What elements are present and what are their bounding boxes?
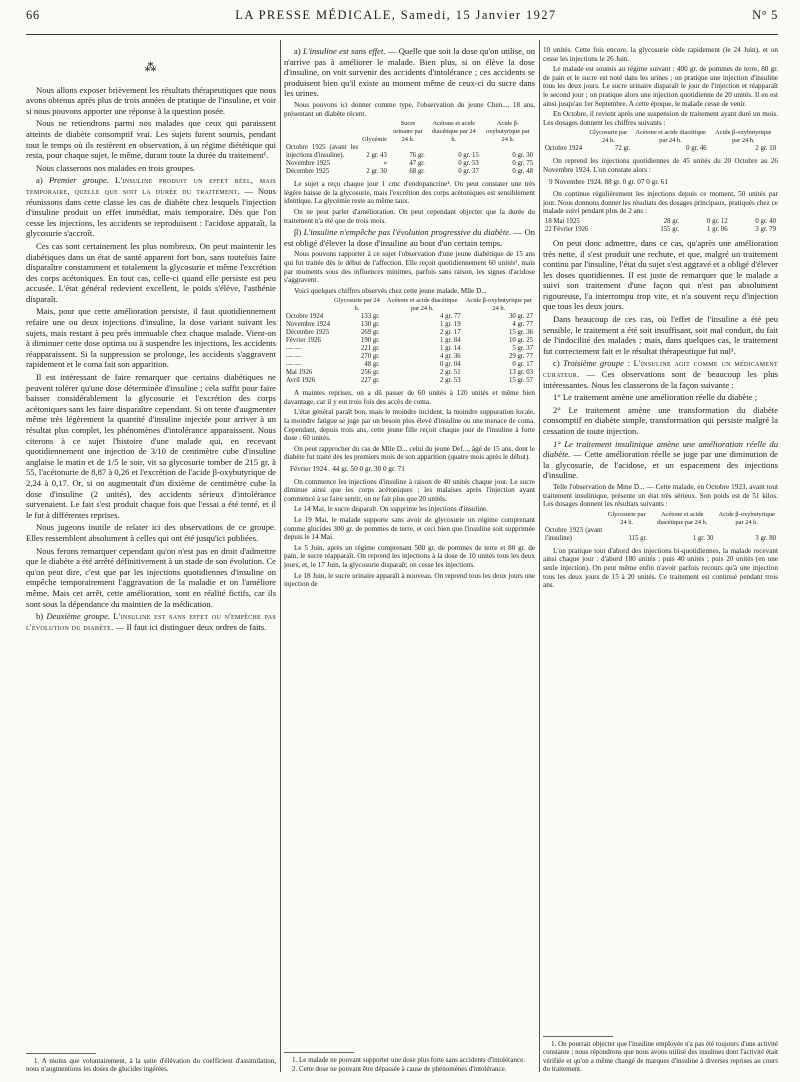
footnote-rule [543, 1036, 613, 1037]
section-label: b) [36, 611, 44, 622]
table-row: — — 48 gr. 0 gr. 04 0 gr. 17 [286, 361, 533, 369]
paragraph: Voici quelques chiffres observés chez cette jeune malade, Mlle D... [294, 286, 487, 295]
paragraph: On peut donc admettre, dans ce cas, qu'après une amélioration très nette, il s'est produit une rechute, et que, malgré un traitement continu par l'insuline, l'état du sujet s'est aggravé et a obligé d'élever les doses quotidiennes. Il est juste de remarquer que le malade a suivi son traitement d'une façon qui n'est pas absolument rigoureuse, l'a interrompu trop vite, et n'a souvent reçu d'injection que tous les deux jours. [543, 237, 778, 312]
column-rule [280, 40, 281, 1072]
paragraph: Le 19 Mai, le malade supporte sans avoir de glycosurie un régime comprenant comme glucides 300 gr. de pommes de terre, et ceci bien que l'insuline soit supprimée depuis le 14 Mai. [284, 516, 535, 542]
table-header: Acétone et acide diacétique par 24 h. [635, 129, 706, 145]
list-item: 1° Le traitement amène une amélioration réelle du diabète ; [553, 392, 758, 403]
paragraph: Ces cas sont certainement les plus nombreux. On peut maintenir les diabétiques dans un état de santé apparent fort bon, sans toutefois faire disparaître constamment et totalement la glycosurie et même l'excrétion des corps acétoniques. En tout cas, celle-ci quand elle persiste est peu accusée. L'état général redevient excellent, le poids s'élève, l'asthénie disparaît. [26, 240, 276, 304]
column-3 [543, 46, 778, 1074]
paragraph: Nous ne retiendrons parmi nos malades que ceux qui paraissent atteints de diabète consomptif vrai. Les sujets furent soumis, pendant tout le temps où ils restèrent en observation, à un régime diététique qui resta, pour chaque sujet, le même, durant toute la durée du traitement¹. [26, 118, 276, 161]
list-item-text: — Cette amélioration réelle se juge par une diminution de la glycosurie, de l'acidose, et un espacement des injections d'insuline. [543, 449, 778, 481]
paragraph: Le 18 Juin, le sucre urinaire apparaît à nouveau. On reprend tous les deux jours une injection de [284, 571, 535, 589]
table-row: Novembre 1925 » 47 gr. 0 gr. 53 0 gr. 75 [286, 160, 533, 168]
section-text: — Il faut ici distinguer deux ordres de faits. [115, 621, 267, 632]
section-title: L'insuline n'empêche pas l'évolution progressive du diabète. [303, 227, 512, 238]
paragraph: L'état général paraît bon, mais le moindre incident, la moindre suppuration locale, la moindre fatigue se juge par un besoin plus élevé d'insuline ou une menace de coma. Cependant, depuis trois ans, cette jeune fille reçoit chaque jour de l'insuline à forte dose : 60 unités. [284, 408, 535, 443]
list-item-title: 1° Le traitement insulinique amène une amélioration réelle du diabète. [543, 438, 778, 460]
footnote: 1. Le malade ne pouvant supporter une dose plus forte sans accidents d'intolérance. [292, 1055, 525, 1064]
column-rule [539, 40, 540, 1072]
table-row: Avril 1926 227 gr. 2 gr. 53 15 gr. 57 [286, 377, 533, 385]
data-row-def: Février 1924 . 44 gr. 50 0 gr. 30 0 gr. 71 [290, 465, 405, 474]
section-text: — Quelle que soit la dose qu'on utilise, on n'arrive pas à améliorer le malade. Bien plus, si on élève la dose d'insuline, on voit survenir des accidents d'intolérance ; ces accidents se produisent bien qu'il existe au moment même de ceux-ci du sucre dans les urines. [284, 46, 535, 99]
paragraph: On reprend les injections quotidiennes de 45 unités du 20 Octobre au 26 Novembre 1924. L'on constate alors : [543, 157, 778, 174]
section-title: Deuxième groupe. [46, 611, 111, 622]
section-heading: L'insuline est sans effet ou n'empêche pas l'évolution du diabète. [26, 611, 276, 632]
section-title: L'insuline est sans effet. [303, 46, 386, 56]
table-header [543, 129, 584, 145]
data-table-mme-d [543, 511, 778, 543]
footnotes [284, 1044, 535, 1074]
table-header: Glycosurie par 24 h. [607, 510, 646, 526]
footnotes [26, 1045, 276, 1074]
issue-number: N° 5 [752, 8, 778, 22]
section-heading: L'insuline agit comme un médicament curateur. [543, 358, 778, 380]
section-title: Troisième groupe : [563, 358, 631, 369]
table-header: Acide β-oxybutyrique par 24 h. [465, 297, 532, 313]
section-c [543, 358, 778, 390]
footnotes [543, 1028, 778, 1074]
table-header: Glycémie [362, 136, 387, 144]
paragraph: Nous allons exposer brièvement les résultats thérapeutiques que nous avons obtenus après plus de trois années de pratique de l'insuline, et voir si nous pouvons apporter une réponse à la question posée. [26, 84, 276, 116]
section-label: β) [294, 227, 302, 238]
column-1 [26, 46, 276, 1074]
footnote-rule [284, 1052, 354, 1053]
paragraph: Le sujet a reçu chaque jour 1 cmc d'endopancrine¹. On peut constater une très légère baisse de la glycosurie, mais l'excrétion des corps acétoniques est sensiblement identique. La glycémie reste au même taux. [284, 180, 535, 206]
paragraph: L'on pratique tout d'abord des injections bi-quotidiennes, la malade recevant ainsi chaque jour : d'abord 180 unités ; puis 40 unités ; puis 20 unités (en une seule injection). On peut même enfin n'avoir parfois recours qu'à une injection tous les deux jours de 15 à 20 unités. Ce traitement est continué pendant trois ans. [543, 546, 778, 590]
paragraph: Le malade est soumis au régime suivant : 400 gr. de pommes de terre, 80 gr. de pain et le sucre est noté dans les urines ; on pratique une injection d'insuline tous les deux jours. Le sucre urinaire disparaît le jour de l'injection et réapparaît le second jour ; on pratique alors une injection quotidienne de 20 unités. Il en est ainsi jusqu'au 1er Septembre. A cette époque, le malade cesse de venir. [543, 65, 778, 108]
paragraph: Il est intéressant de faire remarquer que certains diabétiques ne peuvent tolérer qu'une dose déterminée d'insuline ; cela suffit pour faire baisser considérablement la glycosurie et l'excrétion des corps acétoniques sans les faire disparaître cependant. Si on tente d'augmenter même très légèrement la quantité d'insuline injectée pour arriver à un résultat plus complet, les phénomènes d'intolérance apparaissent. Nous citerons à ce sujet l'histoire d'une malade qui, en recevant quotidiennement une injection de 3/10 de centimètre cube d'insuline anglaise le matin et de 1/5 le soir, vit sa glycosurie tomber de 215 gr. à 55, l'acétonurie de 8,87 à 0,26 et l'excrétion de l'acide β-oxybutyrique de 2,24 à 0,17. Or, si on augmentait d'un dixième de centimètre cube la dose d'insuline (2 unités), des accidents sérieux d'intolérance survenaient. Le fait s'est produit chaque fois que l'essai a été tenté, et il le fut à différentes reprises. [26, 372, 276, 520]
section-label: a) [36, 175, 43, 186]
paragraph: Nous classerons nos malades en trois groupes. [36, 162, 196, 173]
subsection-b [284, 227, 535, 248]
table-header: Glycosurie par 24 h. [334, 297, 380, 313]
paragraph: On ne peut parler d'amélioration. On peut cependant objecter que la durée du traitement n'a été que de trois mois. [284, 207, 535, 225]
table-row: — — 270 gr. 4 gr. 36 29 gr. 77 [286, 353, 533, 361]
paragraph: Le 14 Mai, le sucre disparaît. On supprime les injections d'insuline. [294, 505, 488, 514]
table-header: Acide β-oxybutyrique par 24 h. [715, 129, 772, 145]
table-header: Acétone et acide diacétique par 24 h. [387, 297, 458, 313]
paragraph: A maintes reprises, on a dû passer de 60 unités à 120 unités et même bien davantage, car il y eut trois fois des accès de coma. [284, 389, 535, 406]
section-label: c) [553, 358, 560, 369]
table-header: Sucre urinaire par 24 h. [393, 120, 423, 144]
footnote: 1. On pourrait objecter que l'insuline employée n'a pas été toujours d'une activité constante ; nous répondrons que nous avons utilisé des insulines dont l'activité était vérifiée et qu'on a même changé de marques d'insuline à diverses reprises au cours du traitement. [543, 1040, 778, 1073]
table-header [543, 511, 604, 527]
data-table-def-later [543, 218, 778, 234]
table-header: Glycosurie par 24 h. [589, 129, 628, 145]
table-row: Octobre 1925 (avant les injections d'insuline). 2 gr. 43 76 gr. 0 gr. 15 0 gr. 30 [286, 144, 533, 160]
section-b [26, 611, 276, 632]
subsection-a [284, 46, 535, 99]
table-row: Décembre 1925 269 gr. 2 gr. 17 15 gr. 36 [286, 329, 533, 337]
data-table-chen [284, 120, 535, 176]
paragraph: En Octobre, il revient après une suspension de traitement ayant duré un mois. Les dosages donnent les chiffres suivants : [543, 110, 778, 127]
footnote: 1. A moins que volontairement, à la suite d'élévation du coefficient d'assimilation, nous n'augmentions les doses de glucides ingérées. [26, 1056, 276, 1073]
footnote-rule [26, 1053, 96, 1054]
paragraph: 10 unités. Cette fois encore, la glycosurie cède rapidement (le 24 Juin), et on cesse les injections le 26 Juin. [543, 46, 778, 63]
table-row: 18 Mai 1925 28 gr. 0 gr. 12 0 gr. 40 [545, 217, 776, 225]
table-row: Février 1926 190 gr. 1 gr. 84 10 gr. 25 [286, 337, 533, 345]
table-header: Acide β-oxybutyrique par 24 h. [485, 120, 530, 144]
section-a [26, 175, 276, 239]
table-row: Octobre 1923 (avant l'insuline) 115 gr. 1 gr. 30 3 gr. 80 [545, 526, 776, 542]
page-header [26, 8, 778, 35]
column-2 [284, 46, 535, 1074]
paragraph: Nous pouvons ici donner comme type, l'observation du jeune Chen..., 18 ans, présentant un diabète récent. [284, 100, 535, 118]
list-item [543, 439, 778, 481]
section-title: Premier groupe. [48, 175, 109, 186]
paragraph: Dans beaucoup de ces cas, où l'effet de l'insuline a été peu sensible, le traitement a été soit insuffisant, soit mal conduit, du fait de l'indocilité des malades ; mais, dans quelques cas, le traitement fut correctement fait et le résultat thérapeutique fut nul¹. [543, 314, 778, 356]
section-heading: L'insuline produit un effet réel, mais temporaire, quelle que soit la durée du traitement. [26, 175, 276, 196]
table-row: Octobre 1924 72 gr. 0 gr. 46 2 gr. 10 [545, 145, 776, 153]
data-table-mlle-d [284, 297, 535, 385]
table-header: Acétone et acide diacétique par 24 h. [657, 510, 708, 526]
table-header: Acide β-oxybutyrique par 24 h. [718, 510, 775, 526]
paragraph: Nous ferons remarquer cependant qu'on n'est pas en droit d'admettre que le diabète a été arrêté définitivement à un stade de son évolution. Ce qu'on peut dire, c'est que par les injections quotidiennes d'insuline on empêche temporairement l'aggravation de la maladie et on l'améliore même. Mais cet arrêt, cette amélioration, sont en réalité fictifs, car ils sont sous la dépendance du maintien de la médication. [26, 545, 276, 609]
table-header [284, 120, 360, 144]
footnote: 2. Cette dose ne pouvant être dépassée à cause de phénomènes d'intolérance. [292, 1064, 507, 1073]
paragraph: On commence les injections d'insuline à raison de 40 unités chaque jour. Le sucre diminue ainsi que les corps acétoniques ; les malaises après l'injection ayant commencé à se faire sentir, on ne fait plus que 20 unités. [284, 477, 535, 503]
paragraph: Telle l'observation de Mme D... — Cette malade, en Octobre 1923, avant tout traitement insulinique, présente un état très sérieux. Son poids est de 51 kilos. Les dosages donnent les résultats suivants : [543, 482, 778, 509]
table-row: Mai 1926 256 gr. 2 gr. 51 13 gr. 03 [286, 369, 533, 377]
section-text: — Nous réunissons dans cette classe les cas de diabète chez lesquels l'injection d'insuline produit un effet immédiat, mais temporaire. Dès que l'on cesse les injections, les accidents se reproduisent : l'acidose apparaît, la glycosurie s'accroît. [26, 185, 276, 239]
table-row: Novembre 1924 130 gr. 1 gr. 19 4 gr. 77 [286, 321, 533, 329]
section-label: a) [294, 46, 301, 56]
journal-title: LA PRESSE MÉDICALE, Samedi, 15 Janvier 1927 [235, 8, 557, 22]
paragraph: On peut rapprocher du cas de Mlle D... celui du jeune Def..., âgé de 15 ans, dont le diabète fut traité dès les premiers mois de son apparition (quatre mois après le début). [284, 444, 535, 462]
section-text: — Ces observations sont de beaucoup les plus intéressantes. Nous les classerons de la façon suivante : [543, 369, 778, 390]
paragraph: Nous pouvons rapporter à ce sujet l'observation d'une jeune diabétique de 15 ans qui fut traitée dès le début de l'affection. Elle reçoit quotidiennement 60 unités², mais par moments sous des influences minimes, parfois sans raison, les signes d'acidose s'aggravent. [284, 250, 535, 285]
table-header [284, 297, 332, 313]
section-text: — On est obligé d'élever la dose d'insuline au bout d'un certain temps. [284, 227, 535, 248]
data-table-def-oct [543, 129, 778, 153]
asterism: ⁂ [144, 60, 158, 74]
page-number: 66 [26, 8, 40, 22]
table-row: Décembre 1925 2 gr. 30 68 gr. 0 gr. 37 0 gr. 48 [286, 168, 533, 176]
table-row: — — 221 gr. 1 gr. 14 5 gr. 37 [286, 345, 533, 353]
table-row: Octobre 1924 133 gr. 4 gr. 77 30 gr. 27 [286, 313, 533, 321]
table-header: Acétone et acide diacétique par 24 h. [431, 120, 476, 144]
paragraph: On continue régulièrement les injections depuis ce moment, 50 unités par jour. Nous donnons donner les résultats des dosages principaux, pratiqués chez ce malade suivi pendant plus de 2 ans : [543, 190, 778, 216]
paragraph: Nous jugeons inutile de relater ici des observations de ce groupe. Elles ressemblent absolument à celles qui ont été jusqu'ici publiées. [26, 522, 276, 543]
list-item: 2° Le traitement amène une transformation du diabète consomptif en diabète simple, transformation qui persiste malgré la cessation de toute injection. [543, 404, 778, 436]
data-row-nov: 9 Novembre 1924. 88 gr. 0 gr. 07 0 gr. 61 [549, 177, 668, 186]
table-row: 22 Février 1926 155 gr. 1 gr. 06 3 gr. 79 [545, 225, 776, 233]
paragraph: Le 5 Juin, après un régime comprenant 500 gr. de pommes de terre et 80 gr. de pain, le sucre réapparaît. On reprend les injections à la dose de 10 unités tous les deux jours, et, le 17 Juin, la glycosurie disparaît; on cesse les injections. [284, 543, 535, 569]
paragraph: Mais, pour que cette amélioration persiste, il faut quotidiennement refaire une ou deux injections d'insuline, la dose variant suivant les sujets, mais restant à peu près immuable chez chaque malade. Vient-on à diminuer cette dose optima ou à suspendre les injections, les accidents réapparaissent. Si la suppression se prolonge, les accidents s'aggravent rapidement et le coma fait son apparition. [26, 306, 276, 370]
